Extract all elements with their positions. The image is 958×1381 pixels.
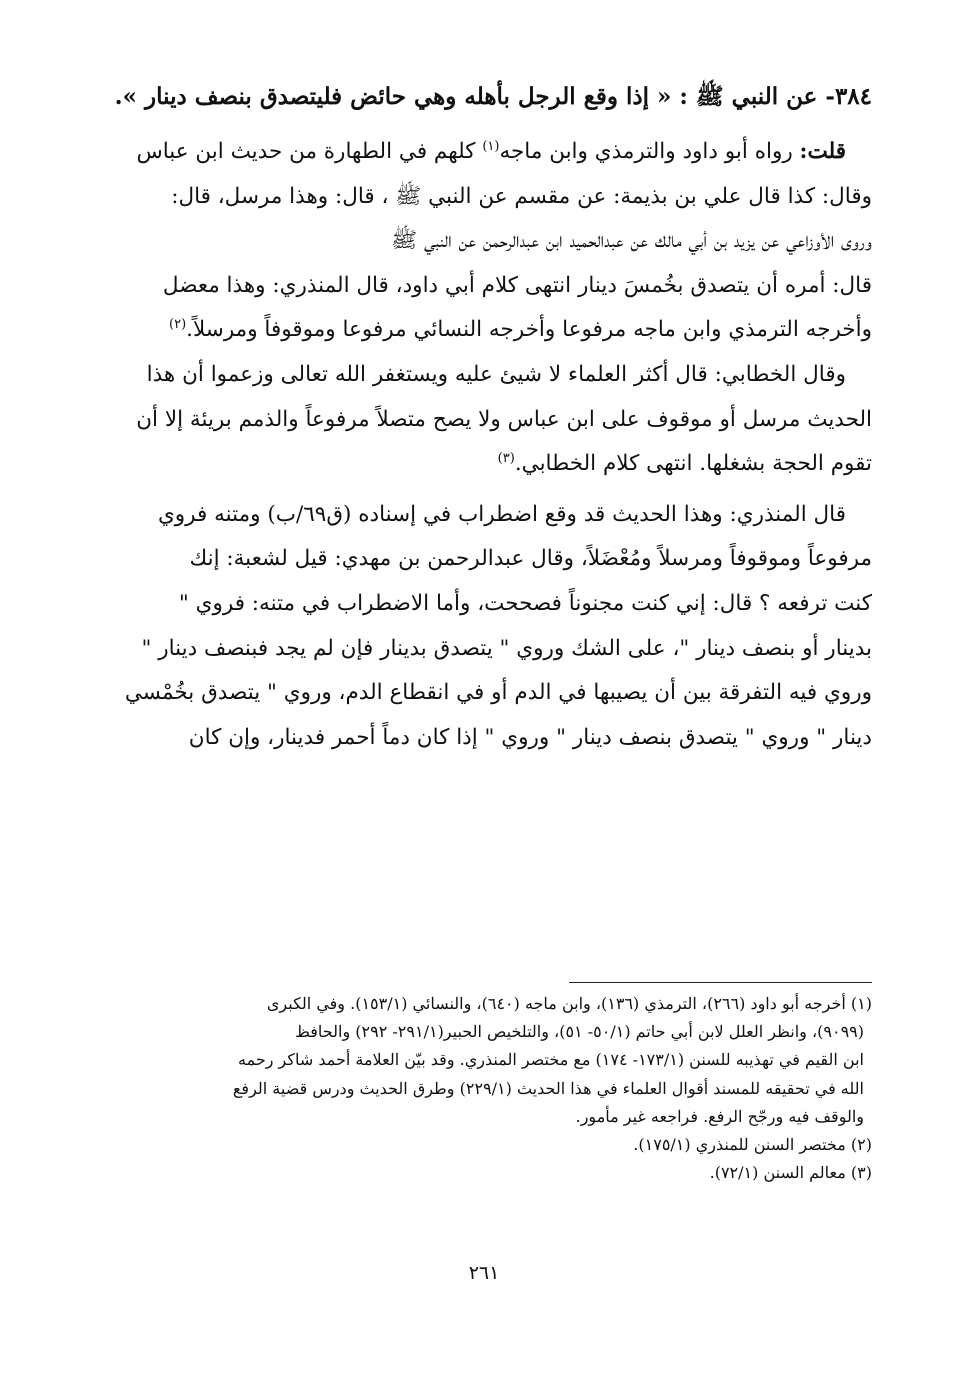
text-segment: وأخرجه الترمذي وابن ماجه مرفوعا وأخرجه النسائي مرفوعا وموقوفاً ومرسلاً. <box>186 317 872 343</box>
footnote-3: (٣) معالم السنن (٧٢/١). <box>709 1163 872 1183</box>
text-line: وقال: كذا قال علي بن بذيمة: عن مقسم عن النبي ﷺ ، قال: وهذا مرسل، قال: <box>171 183 872 209</box>
footnotes <box>96 990 872 1187</box>
footnote-ref: (٢) <box>169 317 187 333</box>
footnote-separator <box>569 982 872 983</box>
footnote-1: (١) أخرجه أبو داود (٢٦٦)، الترمذي (١٣٦)، وابن ماجه (٦٤٠)، والنسائي (١٥٣/١). وفي الكبرى <box>266 994 872 1013</box>
footnote-1-cont: والوقف فيه ورجّح الرفع. فراجعه غير مأمور. <box>575 1106 864 1126</box>
lead-word: قلت: <box>799 139 846 164</box>
text-line: الحديث مرسل أو موقوف على ابن عباس ولا يصح متصلاً مرفوعاً والذمم بريئة إلا أن <box>136 406 872 432</box>
text-segment: تقوم الحجة بشغلها. انتهى كلام الخطابي. <box>514 451 872 477</box>
text-segment: كلهم في الطهارة من حديث ابن عباس <box>136 139 483 164</box>
text-line: وروى الأوزاعي عن يزيد بن أبي مالك عن عبدالحميد ابن عبدالرحمن عن النبي ﷺ <box>391 228 872 254</box>
text-line: قال: أمره أن يتصدق بخُمسَ دينار انتهى كلام أبي داود، قال المنذري: وهذا معضل <box>162 272 872 298</box>
text-line: كنت ترفعه ؟ قال: إني كنت مجنوناً فصححت، وأما الاضطراب في متنه: فروي " <box>178 590 872 616</box>
text-line <box>96 442 872 487</box>
footnote-1-cont: ابن القيم في تهذيبه للسنن (١٧٣/١- ١٧٤) مع مختصر المنذري. وقد بيّن العلامة أحمد شاكر رحمه <box>237 1050 864 1070</box>
text-line: مرفوعاً وموقوفاً ومرسلاً ومُعْضَلاً، وقال عبدالرحمن بن مهدي: قيل لشعبة: إنك <box>189 546 872 572</box>
footnote-1-cont: (٩٠٩٩)، وانظر العلل لابن أبي حاتم (٥٠/١- ٥١)، والتلخيص الحبير(٢٩١/١- ٢٩٢) والحافظ <box>295 1022 864 1042</box>
hadith-heading: ٣٨٤- عن النبي ﷺ : « إذا وقع الرجل بأهله وهي حائض فليتصدق بنصف دينار ». <box>114 83 872 110</box>
book-page <box>96 72 872 1362</box>
text-line: دينار " وروي " يتصدق بنصف دينار " وروي " إذا كان دماً أحمر فدينار، وإن كان <box>188 724 872 750</box>
text-line: وروي فيه التفرقة بين أن يصيبها في الدم أو في انقطاع الدم، وروي " يتصدق بخُمْسي <box>124 680 872 706</box>
text-line: بدينار أو بنصف دينار "، على الشك وروي " يتصدق بدينار فإن لم يجد فبنصف دينار " <box>141 635 872 661</box>
footnote-2: (٢) مختصر السنن للمنذري (١٧٥/١). <box>633 1134 872 1154</box>
text-line: وقال الخطابي: قال أكثر العلماء لا شيئ عليه ويستغفر الله تعالى وزعموا أن هذا <box>146 361 846 387</box>
text-line: قال المنذري: وهذا الحديث قد وقع اضطراب في إسناده (ق٦٩/ب) ومتنه فروي <box>157 501 846 527</box>
text-line <box>96 308 872 353</box>
page-number: ٢٦١ <box>468 1262 500 1284</box>
footnote-ref: (٣) <box>497 451 515 466</box>
footnote-1-cont: الله في تحقيقه للمسند أقوال العلماء في هذا الحديث (٢٢٩/١) وطرق الحديث ودرس قضية الرفع <box>232 1078 864 1098</box>
text-line <box>96 130 872 175</box>
footnote-ref: (١) <box>482 138 500 154</box>
main-text <box>96 130 872 760</box>
text-segment: رواه أبو داود والترمذي وابن ماجه <box>499 139 800 164</box>
